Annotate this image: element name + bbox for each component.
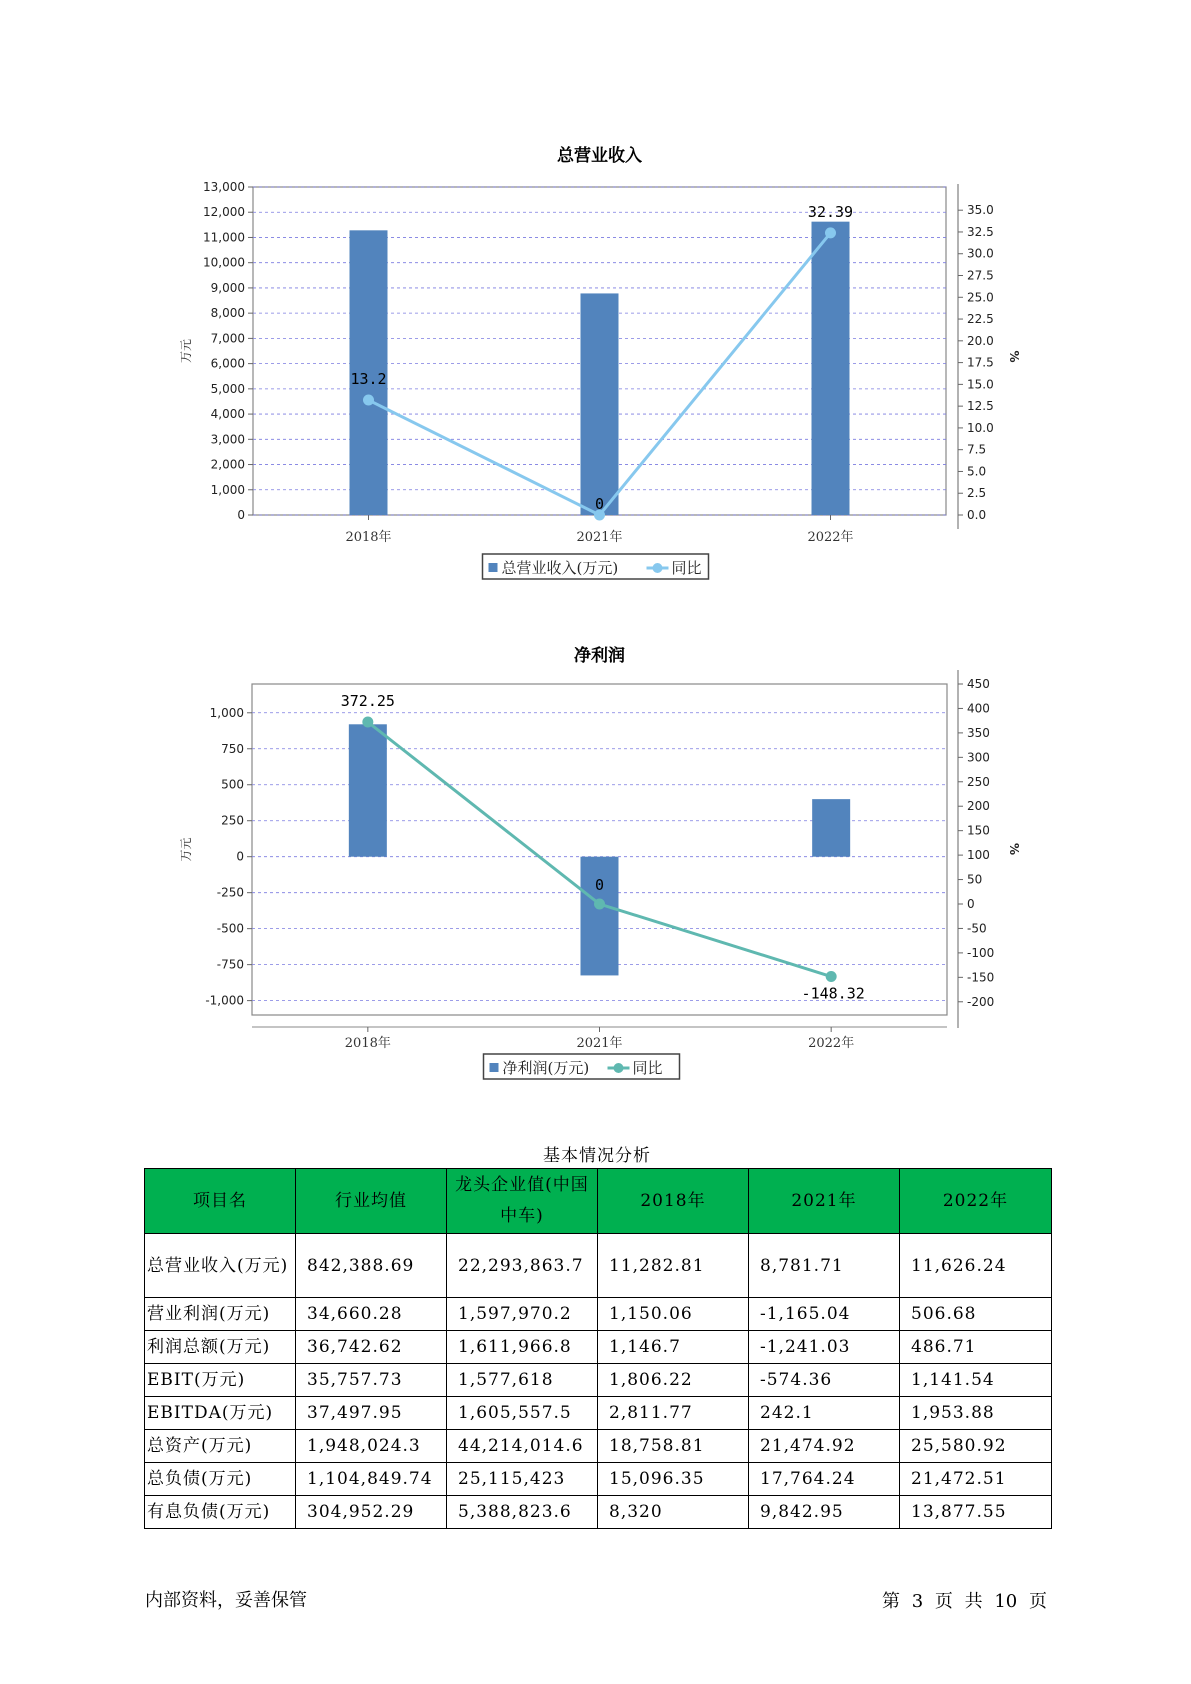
y2-tick-label: 150	[967, 823, 990, 838]
y-tick-label: 6,000	[210, 356, 245, 371]
y-tick-label: 9,000	[210, 280, 245, 295]
y2-tick-label: 400	[967, 701, 990, 716]
cell-value: 22,293,863.7	[447, 1234, 598, 1298]
data-label: 0	[594, 495, 605, 513]
y-axis-label: 万元	[179, 338, 193, 364]
y2-tick-label: 200	[967, 799, 990, 814]
header-2022: 2022年	[900, 1169, 1052, 1234]
data-label: 372.25	[340, 692, 395, 711]
legend-line-label: 同比	[671, 559, 702, 577]
y2-tick-label: 35.0	[967, 203, 994, 218]
cell-value: 25,115,423	[447, 1463, 598, 1496]
cell-value: 18,758.81	[598, 1430, 749, 1463]
y-tick-label: 0	[236, 849, 244, 864]
cell-value: 1,146.7	[598, 1331, 749, 1364]
y-tick-label: 1,000	[209, 705, 244, 720]
header-2018: 2018年	[598, 1169, 749, 1234]
y2-tick-label: 27.5	[967, 268, 994, 283]
cell-value: 506.68	[900, 1298, 1052, 1331]
y-tick-label: 2,000	[210, 457, 245, 472]
analysis-table	[144, 1168, 1052, 1529]
cell-value: 242.1	[749, 1397, 900, 1430]
y2-axis-label: %	[1007, 350, 1021, 363]
legend-line-marker	[653, 563, 663, 573]
header-2021: 2021年	[749, 1169, 900, 1234]
legend-line-label: 同比	[632, 1059, 663, 1077]
y-tick-label: 0	[237, 508, 245, 522]
legend-bar-swatch	[489, 563, 498, 572]
cell-value: 15,096.35	[598, 1463, 749, 1496]
y-axis-label: 万元	[179, 837, 193, 862]
y2-tick-label: -150	[967, 970, 995, 985]
cell-value: 1,953.88	[900, 1397, 1052, 1430]
y-tick-label: 5,000	[210, 381, 245, 396]
legend-bar-swatch	[490, 1063, 499, 1072]
cell-value: 1,611,966.8	[447, 1331, 598, 1364]
y-tick-label: -500	[216, 921, 244, 936]
y2-tick-label: 25.0	[967, 290, 994, 305]
table-header-row	[145, 1169, 1052, 1234]
y-tick-label: 500	[221, 777, 244, 792]
line-point	[594, 899, 605, 910]
table-row	[145, 1397, 1052, 1430]
y2-tick-label: 22.5	[967, 312, 994, 327]
table-row	[145, 1298, 1052, 1331]
x-tick-label: 2018年	[345, 530, 392, 545]
revenue-chart	[0, 128, 1191, 598]
cell-value: 11,282.81	[598, 1234, 749, 1298]
cell-item: 营业利润(万元)	[145, 1298, 296, 1331]
line-point	[363, 395, 374, 406]
cell-value: 842,388.69	[296, 1234, 447, 1298]
data-label: 13.2	[350, 370, 387, 389]
y2-tick-label: 2.5	[967, 486, 987, 501]
cell-value: 1,605,557.5	[447, 1397, 598, 1430]
table-row	[145, 1234, 1052, 1298]
cell-item: 总负债(万元)	[145, 1463, 296, 1496]
chart-title: 净利润	[574, 646, 625, 666]
revenue-chart-svg	[0, 128, 1191, 598]
y2-tick-label: 12.5	[967, 399, 994, 414]
cell-value: 1,597,970.2	[447, 1298, 598, 1331]
cell-value: 9,842.95	[749, 1496, 900, 1529]
y-tick-label: 13,000	[203, 180, 245, 194]
y-tick-label: -250	[216, 885, 244, 900]
y2-tick-label: 32.5	[967, 224, 994, 239]
bar	[812, 799, 850, 857]
bar	[581, 857, 619, 976]
y2-tick-label: -100	[967, 945, 995, 960]
cell-value: 17,764.24	[749, 1463, 900, 1496]
y2-tick-label: 7.5	[967, 442, 987, 457]
line-point	[825, 227, 836, 238]
line-point	[826, 971, 837, 982]
cell-item: 利润总额(万元)	[145, 1331, 296, 1364]
y2-tick-label: -50	[967, 921, 987, 936]
cell-value: 1,948,024.3	[296, 1430, 447, 1463]
cell-value: -1,241.03	[749, 1331, 900, 1364]
x-tick-label: 2022年	[807, 530, 854, 545]
bar	[581, 293, 619, 515]
y-tick-label: 250	[221, 813, 244, 828]
legend-line-marker	[614, 1063, 624, 1073]
y-tick-label: 1,000	[210, 482, 245, 497]
y-tick-label: 10,000	[203, 255, 245, 270]
cell-value: 36,742.62	[296, 1331, 447, 1364]
cell-value: 8,781.71	[749, 1234, 900, 1298]
cell-item: 有息负债(万元)	[145, 1496, 296, 1529]
y2-tick-label: 350	[967, 725, 990, 740]
cell-value: 2,811.77	[598, 1397, 749, 1430]
cell-value: 21,474.92	[749, 1430, 900, 1463]
table-caption: 基本情况分析	[543, 1146, 651, 1166]
y2-tick-label: -200	[967, 994, 995, 1009]
cell-value: 11,626.24	[900, 1234, 1052, 1298]
y-tick-label: 11,000	[203, 230, 245, 245]
cell-value: 25,580.92	[900, 1430, 1052, 1463]
cell-value: -574.36	[749, 1364, 900, 1397]
x-tick-label: 2021年	[576, 530, 623, 545]
y-tick-label: 3,000	[210, 432, 245, 447]
y2-tick-label: 100	[967, 848, 990, 863]
bar	[812, 222, 850, 515]
footer-page-number: 第 3 页 共 10 页	[882, 1591, 1047, 1612]
net-profit-chart	[0, 628, 1191, 1098]
line-point	[362, 717, 373, 728]
y2-tick-label: 17.5	[967, 355, 994, 370]
cell-value: 1,577,618	[447, 1364, 598, 1397]
y2-tick-label: 30.0	[967, 246, 994, 261]
y2-tick-label: 50	[967, 872, 983, 887]
y-tick-label: -750	[216, 957, 244, 972]
cell-value: 21,472.51	[900, 1463, 1052, 1496]
y2-tick-label: 250	[967, 774, 990, 789]
footer-confidential: 内部资料，妥善保管	[145, 1590, 307, 1611]
y-tick-label: 12,000	[203, 205, 245, 220]
cell-value: 8,320	[598, 1496, 749, 1529]
y2-axis-label: %	[1007, 842, 1021, 856]
cell-value: 486.71	[900, 1331, 1052, 1364]
table-row	[145, 1430, 1052, 1463]
cell-item: EBIT(万元)	[145, 1364, 296, 1397]
cell-value: 44,214,014.6	[447, 1430, 598, 1463]
y-tick-label: 750	[221, 741, 244, 756]
data-label: 0	[594, 876, 605, 894]
cell-value: 1,806.22	[598, 1364, 749, 1397]
cell-value: 1,141.54	[900, 1364, 1052, 1397]
header-leader-value: 龙头企业值(中国中车)	[447, 1169, 598, 1234]
cell-value: 34,660.28	[296, 1298, 447, 1331]
legend-bar-label: 净利润(万元)	[502, 1059, 590, 1077]
header-industry-avg: 行业均值	[296, 1169, 447, 1234]
header-item-name: 项目名	[145, 1169, 296, 1234]
cell-value: -1,165.04	[749, 1298, 900, 1331]
cell-item: 总营业收入(万元)	[145, 1234, 296, 1298]
cell-value: 1,104,849.74	[296, 1463, 447, 1496]
y2-tick-label: 10.0	[967, 420, 994, 435]
table-row	[145, 1331, 1052, 1364]
y2-tick-label: 0.0	[967, 508, 987, 522]
table-row	[145, 1463, 1052, 1496]
cell-value: 304,952.29	[296, 1496, 447, 1529]
y2-tick-label: 5.0	[967, 464, 987, 479]
y-tick-label: 8,000	[210, 306, 245, 321]
y2-tick-label: 0	[967, 897, 975, 911]
chart-title: 总营业收入	[557, 146, 642, 166]
data-label: 32.39	[807, 202, 854, 221]
cell-value: 37,497.95	[296, 1397, 447, 1430]
table-row	[145, 1496, 1052, 1529]
legend-bar-label: 总营业收入(万元)	[501, 559, 619, 577]
cell-item: 总资产(万元)	[145, 1430, 296, 1463]
cell-value: 35,757.73	[296, 1364, 447, 1397]
cell-item: EBITDA(万元)	[145, 1397, 296, 1430]
y-tick-label: 7,000	[210, 331, 245, 346]
x-tick-label: 2021年	[576, 1036, 623, 1051]
y-tick-label: 4,000	[210, 407, 245, 422]
cell-value: 5,388,823.6	[447, 1496, 598, 1529]
x-tick-label: 2018年	[344, 1036, 391, 1051]
cell-value: 13,877.55	[900, 1496, 1052, 1529]
y-tick-label: -1,000	[205, 993, 244, 1008]
y2-tick-label: 450	[967, 677, 990, 691]
y2-tick-label: 20.0	[967, 333, 994, 348]
bar	[349, 724, 387, 856]
table-row	[145, 1364, 1052, 1397]
x-tick-label: 2022年	[808, 1036, 855, 1051]
cell-value: 1,150.06	[598, 1298, 749, 1331]
y2-tick-label: 300	[967, 750, 990, 765]
net-profit-chart-svg	[0, 628, 1191, 1098]
y2-tick-label: 15.0	[967, 377, 994, 392]
data-label: -148.32	[801, 984, 865, 1003]
